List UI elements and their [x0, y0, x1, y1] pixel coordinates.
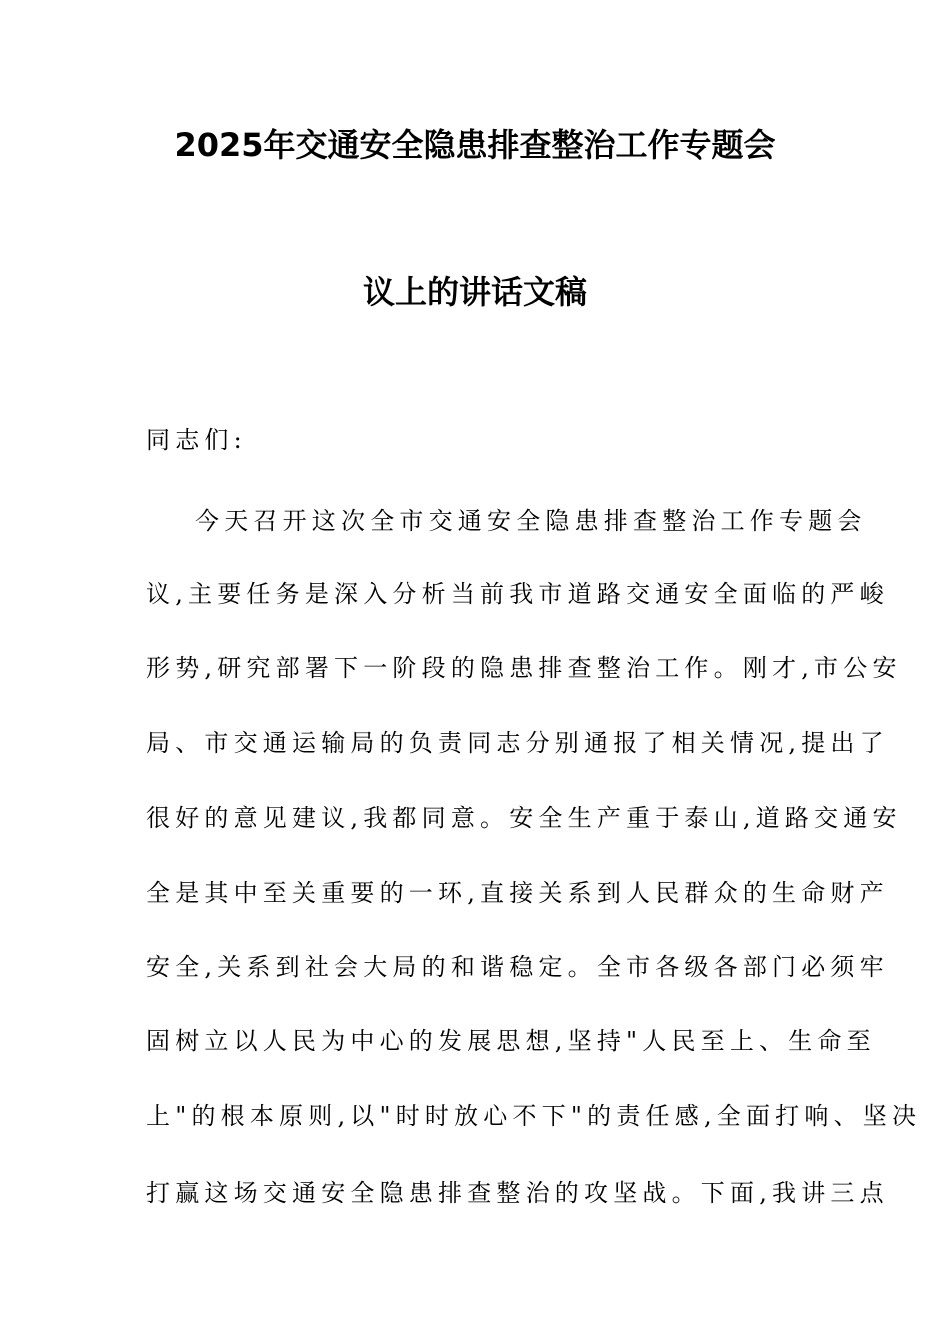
body-line: 议,主要任务是深入分析当前我市道路交通安全面临的严峻 — [146, 580, 889, 608]
body-line: 打赢这场交通安全隐患排查整治的攻坚战。下面,我讲三点 — [146, 1179, 889, 1207]
salutation: 同志们: — [146, 426, 247, 454]
document-title-line-2: 议上的讲话文稿 — [362, 273, 587, 311]
body-line: 全是其中至关重要的一环,直接关系到人民群众的生命财产 — [146, 879, 889, 907]
body-line: 安全,关系到社会大局的和谐稳定。全市各级各部门必须牢 — [146, 953, 889, 981]
body-line: 局、市交通运输局的负责同志分别通报了相关情况,提出了 — [146, 729, 889, 757]
body-line: 很好的意见建议,我都同意。安全生产重于泰山,道路交通安 — [146, 804, 902, 832]
body-line: 今天召开这次全市交通安全隐患排查整治工作专题会 — [195, 507, 867, 535]
body-line: 形势,研究部署下一阶段的隐患排查整治工作。刚才,市公安 — [146, 654, 902, 682]
document-title-line-1: 2025年交通安全隐患排查整治工作专题会 — [174, 126, 776, 164]
body-line: 固树立以人民为中心的发展思想,坚持"人民至上、生命至 — [146, 1027, 876, 1055]
body-line: 上"的根本原则,以"时时放心不下"的责任感,全面打响、坚决 — [146, 1102, 922, 1130]
